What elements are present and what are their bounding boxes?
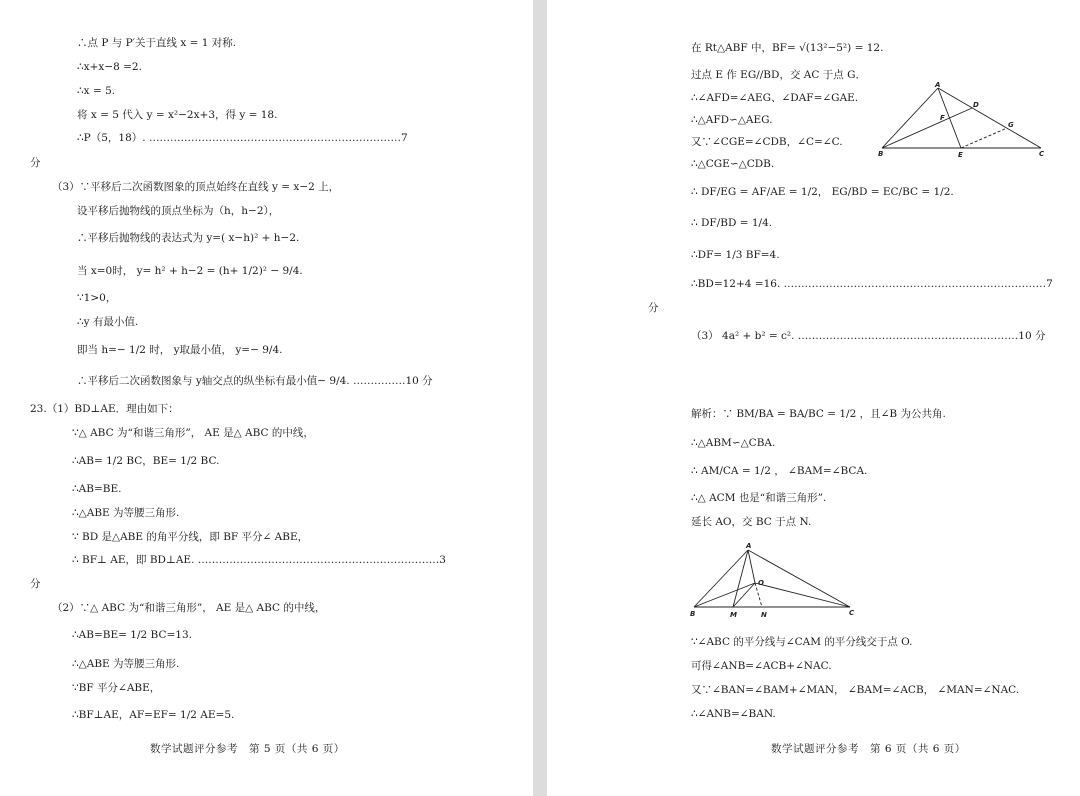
text-line: 解析：∵ BM/BA = BA/BC = 1/2 ，且∠B 为公共角. [691, 408, 946, 420]
figure-label: F [940, 114, 945, 122]
page-6 [547, 0, 1080, 796]
text-line: ∴点 P 与 P′关于直线 x = 1 对称. [77, 37, 237, 49]
text-line: ∴△AFD∽△AEG. [691, 114, 773, 126]
text-line: 又∵∠CGE=∠CDB，∠C=∠C. [691, 136, 843, 148]
text-line: ∴AB= 1/2 BC，BE= 1/2 BC. [72, 455, 220, 467]
page-5 [0, 0, 533, 796]
figure-label: B [878, 150, 884, 158]
figure-label: B [690, 610, 696, 618]
text-line: ∴x = 5. [77, 85, 116, 97]
text-line: 分 [30, 157, 41, 169]
text-line: ∴△ABE 为等腰三角形. [72, 658, 180, 670]
text-line: ∴x+x−8 =2. [77, 61, 142, 73]
triangle-figure-1 [877, 80, 1047, 162]
text-line: （3） 4a² + b² = c². ………………………………………………………10 分 [691, 330, 1046, 342]
text-line: ∴P（5，18）. ………………………………………………………………7 [77, 132, 408, 144]
text-line: ∴ DF/EG = AF/AE = 1/2， EG/BD = EC/BC = 1/2. [691, 186, 954, 198]
text-line: ∵△ ABC 为“和谐三角形”， AE 是△ ABC 的中线， [72, 427, 314, 439]
text-line: 即当 h=− 1/2 时， y取最小值， y=− 9/4. [77, 344, 283, 356]
text-line: ∴y 有最小值. [77, 316, 139, 328]
text-line: 23.（1）BD⊥AE．理由如下： [30, 403, 179, 415]
text-line: ∴△ABE 为等腰三角形. [72, 507, 180, 519]
page-footer: 数学试题评分参考 第 5 页（共 6 页） [150, 743, 345, 755]
figure-label: M [730, 611, 737, 619]
figure-label: O [758, 579, 764, 587]
text-line: 将 x = 5 代入 y = x²−2x+3，得 y = 18. [77, 109, 278, 121]
text-line: （3）∵平移后二次函数图象的顶点始终在直线 y = x−2 上， [52, 181, 340, 193]
text-line: ∴DF= 1/3 BF=4. [691, 249, 780, 261]
figure-label: D [973, 101, 979, 109]
text-line: ∴BF⊥AE，AF=EF= 1/2 AE=5. [72, 709, 235, 721]
text-line: ∴△ ACM 也是“和谐三角形”. [691, 492, 827, 504]
text-line: ∴BD=12+4 =16. …………………………………………………………………7 [691, 278, 1053, 290]
text-line: 分 [30, 578, 41, 590]
text-line: ∴平移后抛物线的表达式为 y=( x−h)² + h−2. [77, 232, 300, 244]
text-line: 在 Rt△ABF 中，BF= √(13²−5²) = 12. [691, 42, 884, 54]
text-line: ∵ BD 是△ABE 的角平分线，即 BF 平分∠ ABE， [72, 531, 309, 543]
text-line: ∴ BF⊥ AE，即 BD⊥AE. ……………………………………………………………3 [72, 554, 446, 566]
page-gutter [533, 0, 547, 796]
page-footer: 数学试题评分参考 第 6 页（共 6 页） [771, 743, 966, 755]
text-line: ∴△CGE∽△CDB. [691, 158, 775, 170]
text-line: 分 [648, 302, 659, 314]
text-line: ∴∠ANB=∠BAN. [691, 708, 776, 720]
text-line: ∵∠ABC 的平分线与∠CAM 的平分线交于点 O. [691, 636, 913, 648]
text-line: （2）∵△ ABC 为“和谐三角形”， AE 是△ ABC 的中线， [52, 602, 326, 614]
figure-label: N [761, 611, 767, 619]
text-line: ∵1>0， [77, 292, 117, 304]
triangle-figure-2 [688, 540, 858, 620]
figure-label: C [849, 609, 855, 617]
figure-label: A [935, 81, 941, 89]
text-line: ∴AB=BE. [72, 483, 122, 495]
text-line: 当 x=0时， y= h² + h−2 = (h+ 1/2)² − 9/4. [77, 265, 303, 277]
text-line: 过点 E 作 EG//BD，交 AC 于点 G． [691, 69, 866, 81]
text-line: ∵BF 平分∠ABE， [72, 682, 161, 694]
text-line: ∴△ABM∽△CBA. [691, 437, 776, 449]
text-line: ∴ DF/BD = 1/4. [691, 217, 773, 229]
figure-label: A [746, 542, 752, 550]
text-line: ∴ AM/CA = 1/2 ， ∠BAM=∠BCA. [691, 465, 868, 477]
text-line: 设平移后抛物线的顶点坐标为（h，h−2）， [77, 205, 280, 217]
text-line: 延长 AO，交 BC 于点 N. [691, 516, 812, 528]
figure-label: E [958, 151, 963, 159]
text-line: ∴∠AFD=∠AEG、∠DAF=∠GAE. [691, 92, 859, 104]
text-line: 又∵∠BAN=∠BAM+∠MAN， ∠BAM=∠ACB， ∠MAN=∠NAC. [691, 684, 1020, 696]
text-line: ∴AB=BE= 1/2 BC=13. [72, 629, 192, 641]
figure-label: G [1008, 121, 1014, 129]
figure-label: C [1039, 150, 1045, 158]
text-line: 可得∠ANB=∠ACB+∠NAC. [691, 660, 832, 672]
text-line: ∴平移后二次函数图象与 y轴交点的纵坐标有最小值− 9/4. ……………10 分 [77, 375, 433, 387]
